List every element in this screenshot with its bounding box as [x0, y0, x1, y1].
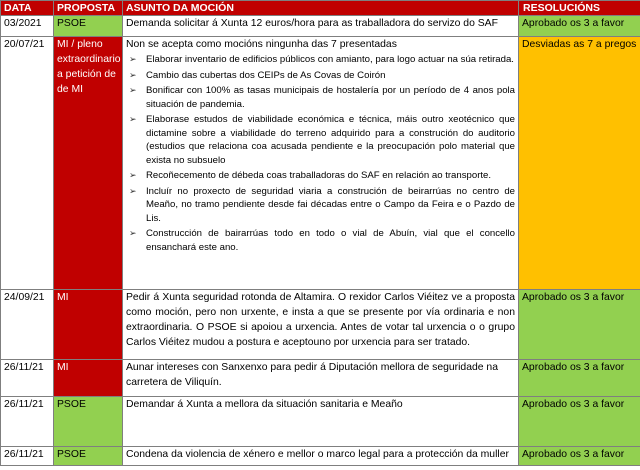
subject-cell: Pedir á Xunta seguridad rotonda de Altamira. O rexidor Carlos Viéitez ve a proposta como moción, pero non urxente, e insta a que se presente por vía ordinaria e non extraordinaria. O PSOE si apoiou a urxencia. Antes de votar tal urxencia o o grupo Carlos Viéitez mudou a postura e aceptouno por urxencia para ser tratado.	[123, 290, 519, 360]
resolution-cell: Aprobado os 3 a favor	[519, 397, 640, 447]
list-item: ➢ Bonificar con 100% as tasas municipais de hostalería por un período de 4 anos pola situación de pandemia.	[129, 85, 515, 110]
date-cell: 03/2021	[1, 16, 54, 37]
resolution-cell: Aprobado os 3 a favor	[519, 360, 640, 397]
subject-cell: Demanda solicitar á Xunta 12 euros/hora para as traballadora do servizo do SAF	[123, 16, 519, 37]
arrow-bullet-icon: ➢	[129, 69, 137, 80]
arrow-bullet-icon: ➢	[129, 185, 137, 196]
arrow-bullet-icon: ➢	[129, 114, 137, 124]
proposer-cell: MI	[54, 360, 123, 397]
date-cell: 20/07/21	[1, 37, 54, 290]
header-row	[1, 1, 640, 16]
arrow-bullet-icon: ➢	[129, 170, 137, 180]
subject-cell: Aunar intereses con Sanxenxo para pedir á Diputación mellora de seguridade na carretera de Viliquín.	[123, 360, 519, 397]
column-header-proposer: PROPOSTA	[54, 1, 123, 16]
resolution-cell: Aprobado os 3 a favor	[519, 290, 640, 360]
list-item: ➢ Elaborase estudos de viabilidade económica e técnica, máis outro xeotécnico que dictamine sobre a viabilidade do terreno adquirido para a construción do auditorio (estudios que relaciona coa acusada pendiente e la preocupación polo material que exista no subsuelo	[129, 114, 515, 166]
date-cell: 24/09/21	[1, 290, 54, 360]
table-row	[1, 360, 640, 397]
resolution-cell: Aprobado os 3 a favor	[519, 16, 640, 37]
table-row	[1, 397, 640, 447]
column-header-resolution: RESOLUCIÓNS	[519, 1, 640, 16]
column-header-subject: ASUNTO DA MOCIÓN	[123, 1, 519, 16]
motion-list	[126, 53, 515, 254]
table-row	[1, 37, 640, 290]
proposer-cell: MI	[54, 290, 123, 360]
list-item: ➢ Recoñecemento de débeda coas traballadoras do SAF en relación ao transporte.	[129, 170, 492, 181]
proposer-cell: PSOE	[54, 397, 123, 447]
date-cell: 26/11/21	[1, 397, 54, 447]
list-item: ➢ Elaborar inventario de edificios públicos con amianto, para logo actuar na súa retirada.	[129, 54, 514, 65]
arrow-bullet-icon: ➢	[129, 228, 137, 238]
proposer-cell: MI / pleno extraordinario a petición de de MI	[54, 37, 123, 290]
column-header-date: DATA	[1, 1, 54, 16]
proposer-cell: PSOE	[54, 447, 123, 466]
arrow-bullet-icon: ➢	[129, 85, 137, 95]
arrow-bullet-icon: ➢	[129, 54, 137, 64]
table-row	[1, 290, 640, 360]
list-item: ➢ Incluír no proxecto de seguridad viaria a construción de beirarrúas no centro de Meaño, no tramo pendiente desde fai décadas entre o Campo da Feira e o Pazdo de Lis.	[129, 185, 515, 224]
date-cell: 26/11/21	[1, 360, 54, 397]
list-item: ➢ Cambio das cubertas dos CEIPs de As Covas de Coirón	[129, 69, 386, 81]
resolution-cell: Aprobado os 3 a favor	[519, 447, 640, 466]
table-row	[1, 447, 640, 466]
subject-intro: Non se acepta como mocións ningunha das 7 presentadas	[126, 39, 397, 50]
list-item: ➢ Construcción de bairarrúas todo en todo o vial de Abuín, vial que el concello ensanchará este ano.	[129, 228, 515, 253]
subject-cell: Condena da violencia de xénero e mellor o marco legal para a protección da muller	[123, 447, 519, 466]
subject-cell	[123, 37, 519, 290]
proposer-cell: PSOE	[54, 16, 123, 37]
table-row	[1, 16, 640, 37]
date-cell: 26/11/21	[1, 447, 54, 466]
subject-cell: Demandar á Xunta a mellora da situación sanitaria e Meaño	[123, 397, 519, 447]
resolution-cell: Desviadas as 7 a pregos	[519, 37, 640, 290]
